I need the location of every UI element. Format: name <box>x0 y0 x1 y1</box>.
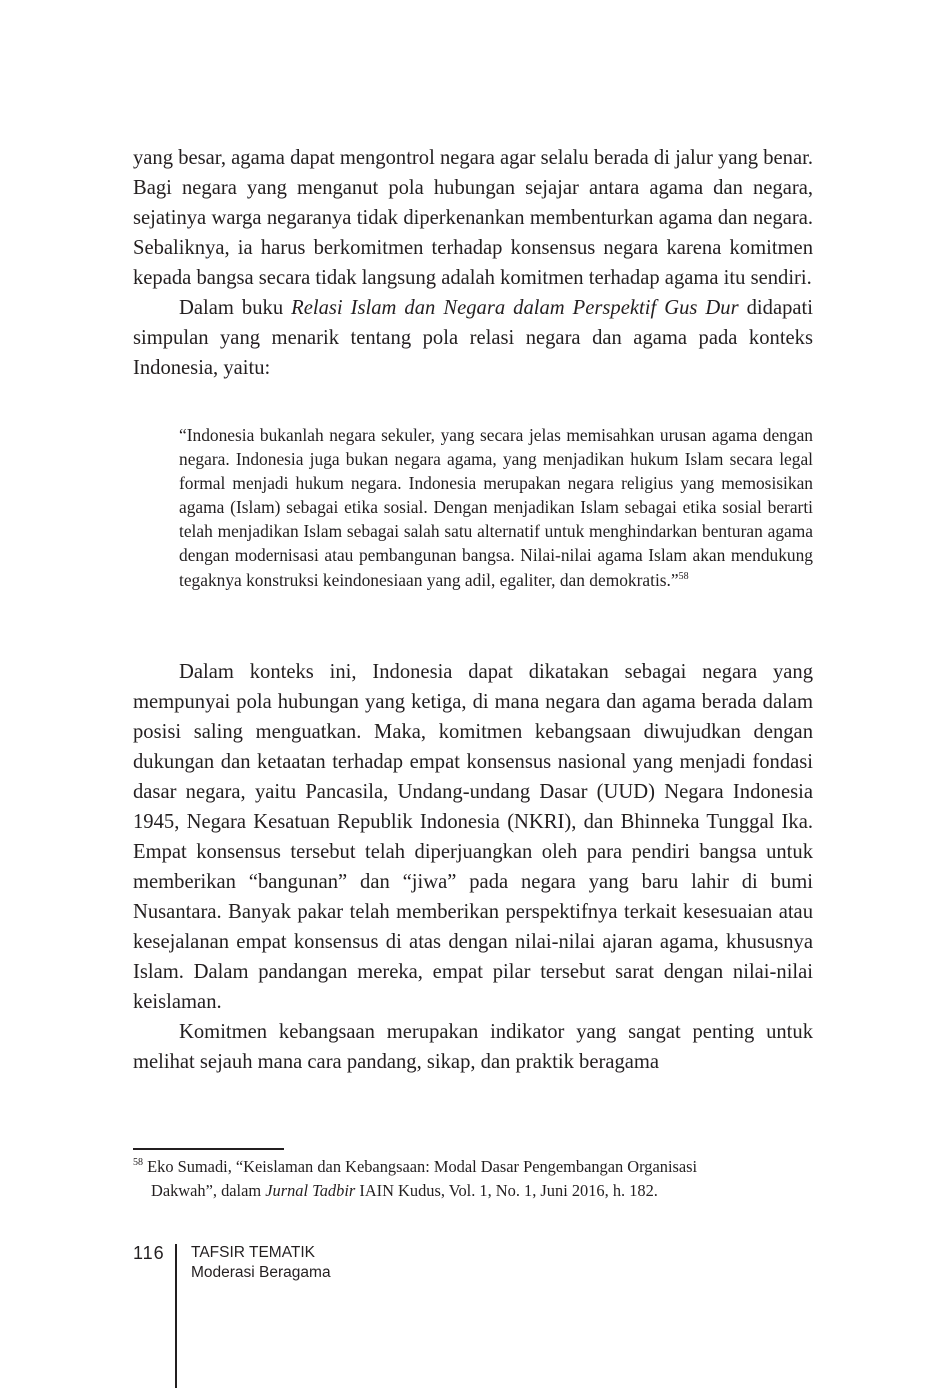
block-quote <box>179 423 813 592</box>
book-subtitle: Moderasi Beragama <box>191 1264 331 1281</box>
paragraph-3: Dalam konteks ini, Indonesia dapat dikatakan sebagai negara yang mempunyai pola hubungan yang ketiga, di mana negara dan agama berada dalam posisi saling menguatkan. Maka, komitmen kebangsaan diwujudkan dengan dukungan dan ketaatan terhadap empat konsensus nasional yang menjadi fondasi dasar negara, yaitu Pancasila, Undang-undang Dasar (UUD) Negara Indonesia 1945, Negara Kesatuan Republik Indonesia (NKRI), dan Bhinneka Tunggal Ika. Empat konsensus tersebut telah diperjuangkan oleh para pendiri bangsa untuk memberikan “bangunan” dan “jiwa” pada negara yang baru lahir di bumi Nusantara. Banyak pakar telah memberikan perspektifnya terkait kesesuaian atau kesejalanan empat konsensus di atas dengan nilai-nilai ajaran agama, khususnya Islam. Dalam pandangan mereka, empat pilar tersebut sarat dengan nilai-nilai keislaman. <box>133 661 813 1013</box>
footer-divider <box>175 1244 177 1388</box>
footnote-line-1: Eko Sumadi, “Keislaman dan Kebangsaan: Modal Dasar Pengembangan Organisasi <box>147 1157 698 1176</box>
running-footer <box>191 1243 331 1283</box>
book-title: Relasi Islam dan Negara dalam Perspektif Gus Dur <box>291 297 739 319</box>
body-text-top <box>133 143 813 383</box>
page-number: 116 <box>133 1243 165 1263</box>
body-text-bottom <box>133 657 813 1077</box>
footnote-line-2-lead: Dakwah”, dalam <box>151 1181 266 1200</box>
footnote <box>133 1155 813 1203</box>
footnote-reference: 58 <box>678 570 689 582</box>
footnote-line-2 <box>133 1181 658 1200</box>
footnote-number: 58 <box>133 1157 143 1168</box>
block-quote-text: “Indonesia bukanlah negara sekuler, yang secara jelas memisahkan urusan agama dengan negara. Indonesia juga bukan negara agama, yang menjadikan hukum Islam secara legal formal menjadi hukum negara. Indonesia merupakan negara religius yang memosisikan agama (Islam) sebagai etika sosial. Dengan menjadikan Islam sebagai etika sosial berarti telah menjadikan Islam sebagai salah satu alternatif untuk menghindarkan benturan agama dengan modernisasi atau pembangunan bangsa. Nilai-nilai agama Islam akan mendukung tegaknya konstruksi keindonesiaan yang adil, egaliter, dan demokratis.” <box>179 425 813 590</box>
journal-title: Jurnal Tadbir <box>265 1181 356 1200</box>
paragraph-2-rest: didapati simpulan yang menarik tentang pola relasi negara dan agama pada konteks Indonesia, yaitu: <box>133 297 813 379</box>
footnote-line-2-rest: IAIN Kudus, Vol. 1, No. 1, Juni 2016, h. 182. <box>355 1181 658 1200</box>
paragraph-2-lead: Dalam buku <box>179 297 292 319</box>
paragraph-4: Komitmen kebangsaan merupakan indikator yang sangat penting untuk melihat sejauh mana cara pandang, sikap, dan praktik beragama <box>133 1021 813 1073</box>
paragraph-1: yang besar, agama dapat mengontrol negara agar selalu berada di jalur yang benar. Bagi negara yang menganut pola hubungan sejajar antara agama dan negara, sejatinya warga negaranya tidak diperkenankan membenturkan agama dan negara. Sebaliknya, ia harus berkomitmen terhadap konsensus negara karena komitmen kepada bangsa secara tidak langsung adalah komitmen terhadap agama itu sendiri. <box>133 147 813 289</box>
paragraph-2 <box>133 293 813 383</box>
book-series-title: TAFSIR TEMATIK <box>191 1244 316 1261</box>
footnote-divider <box>133 1148 284 1150</box>
